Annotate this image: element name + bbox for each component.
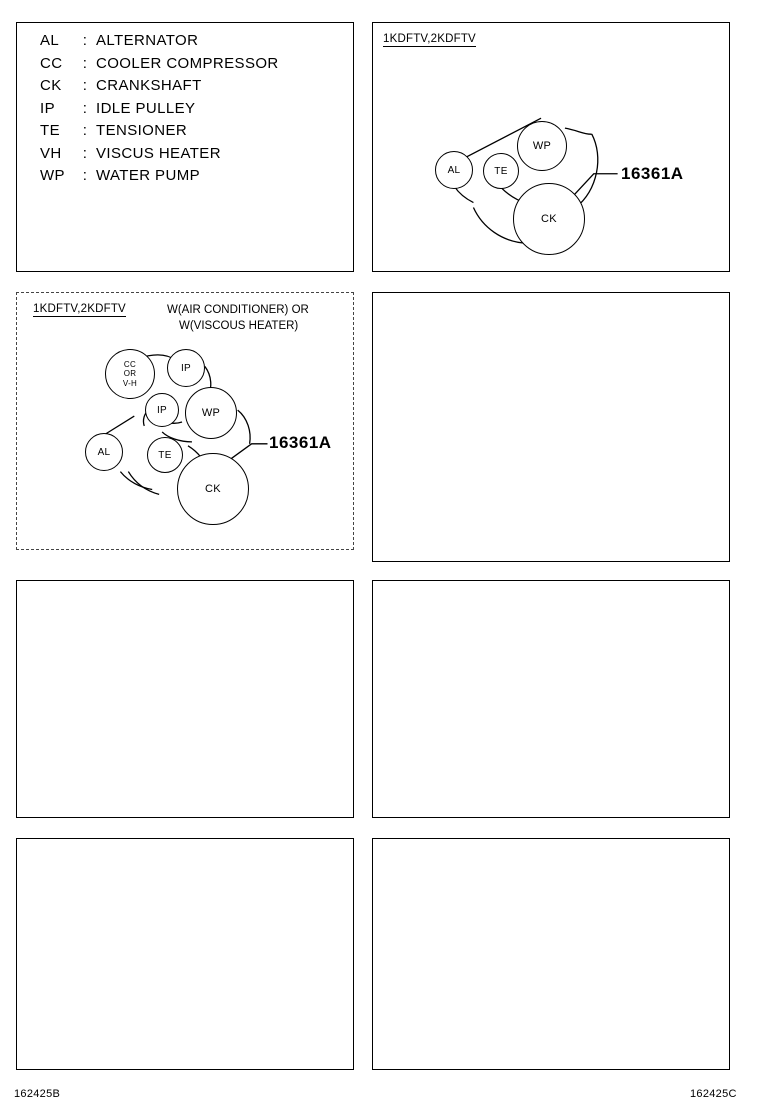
legend-abbreviation: WP <box>40 167 65 184</box>
legend-separator: : <box>82 99 88 117</box>
legend-abbreviation: CK <box>40 77 62 94</box>
vh-label: V-H <box>122 378 138 388</box>
empty-panel-right-2 <box>372 580 730 818</box>
legend-abbreviation: AL <box>40 32 60 49</box>
legend-list <box>40 32 330 190</box>
belt-routing-basic-panel <box>372 22 730 272</box>
legend-description: VISCUS HEATER <box>96 144 221 162</box>
pulley-alternator: AL <box>435 151 473 189</box>
legend-row <box>40 167 330 190</box>
ac-note-line-2: W(VISCOUS HEATER) <box>179 320 299 332</box>
legend-description: TENSIONER <box>96 122 188 139</box>
pulley-idle-upper: IP <box>167 349 205 387</box>
part-number-basic: 16361A <box>621 164 684 183</box>
engine-variant-label: 1KDFTV,2KDFTV <box>383 33 476 45</box>
legend-separator: : <box>82 54 88 72</box>
legend-separator: : <box>82 144 88 162</box>
legend-row <box>40 145 330 168</box>
empty-panel-right-3 <box>372 838 730 1070</box>
belt-routing-ac-panel <box>16 292 354 550</box>
pulley-tensioner-ac: TE <box>147 437 183 473</box>
empty-panel-left-2 <box>16 580 354 818</box>
legend-separator: : <box>82 167 88 184</box>
figure-code-left: 162425B <box>14 1088 61 1100</box>
legend-row <box>40 122 330 145</box>
empty-panel-right-1 <box>372 292 730 562</box>
legend-row <box>40 77 330 100</box>
legend-row <box>40 32 330 55</box>
ac-note-line-1: W(AIR CONDITIONER) OR <box>167 304 309 316</box>
pulley-water-pump: WP <box>517 121 567 171</box>
figure-code-right: 162425C <box>690 1088 737 1100</box>
legend-row <box>40 100 330 123</box>
legend-row <box>40 55 330 78</box>
legend-abbreviation: VH <box>40 144 62 162</box>
pulley-idle-mid: IP <box>145 393 179 427</box>
engine-variant-label-ac: 1KDFTV,2KDFTV <box>33 303 126 315</box>
pulley-alternator-ac: AL <box>85 433 123 471</box>
legend-description: COOLER COMPRESSOR <box>96 54 279 72</box>
legend-abbreviation: TE <box>40 122 60 139</box>
cc-label: CC <box>123 359 137 369</box>
pulley-crankshaft-ac: CK <box>177 453 249 525</box>
legend-description: WATER PUMP <box>96 167 200 184</box>
legend-description: ALTERNATOR <box>96 32 199 49</box>
legend-separator: : <box>82 32 88 49</box>
empty-panel-left-3 <box>16 838 354 1070</box>
legend-description: CRANKSHAFT <box>96 77 202 94</box>
legend-separator: : <box>82 77 88 94</box>
pulley-water-pump-ac: WP <box>185 387 237 439</box>
part-number-ac: 16361A <box>269 433 332 452</box>
legend-description: IDLE PULLEY <box>96 99 196 117</box>
legend-separator: : <box>82 122 88 139</box>
pulley-cooler-compressor-viscous-heater <box>105 349 155 399</box>
or-label: OR <box>123 369 137 379</box>
legend-abbreviation: CC <box>40 54 63 72</box>
pulley-crankshaft: CK <box>513 183 585 255</box>
legend-abbreviation: IP <box>40 99 55 117</box>
pulley-tensioner: TE <box>483 153 519 189</box>
